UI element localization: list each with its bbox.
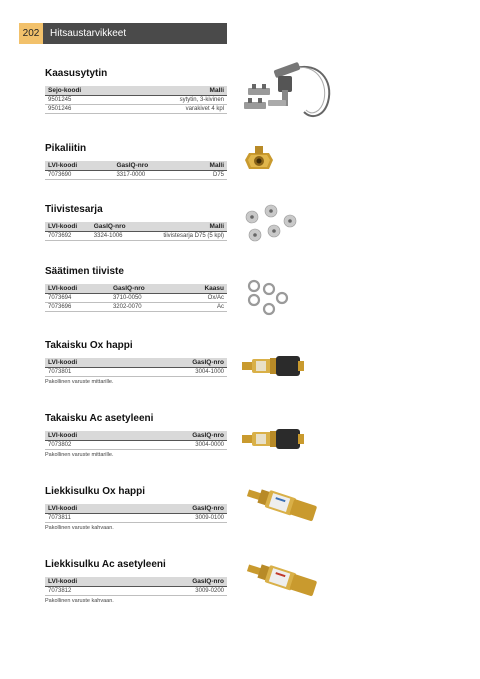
section-title: Liekkisulku Ox happi — [45, 486, 146, 497]
gas-lighter-image — [238, 58, 336, 126]
product-table — [45, 504, 227, 523]
col-header — [126, 358, 140, 368]
flashback-arrestor-ac-image — [244, 560, 324, 600]
col-header: LVI-koodi — [45, 504, 126, 514]
col-header: GasIQ-nro — [91, 222, 140, 232]
col-header: LVI-koodi — [45, 284, 110, 294]
cell-gasiq: 3004-1000 — [140, 368, 227, 377]
section-takaisku-ac — [45, 412, 227, 458]
table-row — [45, 587, 227, 596]
cell-gasiq — [120, 105, 131, 114]
section-title: Takaisku Ac asetyleeni — [45, 413, 154, 424]
col-header — [126, 577, 140, 587]
section-title: Pikaliitin — [45, 143, 87, 154]
check-valve-ox-image — [240, 350, 306, 382]
table-row — [45, 441, 227, 450]
section-note: Pakollinen varuste mittarille. — [45, 379, 114, 385]
col-header: LVI-koodi — [45, 577, 126, 587]
section-title: Kaasusytytin — [45, 68, 108, 79]
cell-gasiq: 3317-0000 — [113, 171, 187, 180]
cell-gas: Ac — [180, 303, 227, 312]
section-saatimen-tiiviste — [45, 265, 227, 312]
cell-empty — [126, 587, 140, 596]
section-title: Säätimen tiiviste — [45, 266, 124, 277]
table-row — [45, 96, 227, 105]
table-row — [45, 171, 227, 180]
product-table — [45, 161, 227, 180]
col-header: Kaasu — [180, 284, 227, 294]
cell-code: 7073812 — [45, 587, 126, 596]
product-table — [45, 284, 227, 312]
col-header: LVI-koodi — [45, 358, 126, 368]
cell-gasiq: 3324-1006 — [91, 232, 140, 241]
section-note: Pakollinen varuste kahvaan. — [45, 598, 114, 604]
section-title: Tiivistesarja — [45, 204, 103, 215]
col-header: Sejo-koodi — [45, 86, 120, 96]
section-title: Liekkisulku Ac asetyleeni — [45, 559, 166, 570]
col-header — [126, 504, 140, 514]
page-number: 202 — [19, 23, 43, 44]
col-header: GasIQ-nro — [140, 358, 227, 368]
cell-gasiq: 3009-0200 — [140, 587, 227, 596]
section-pikaliitin — [45, 142, 227, 180]
cell-gas: Ox/Ac — [180, 294, 227, 303]
col-header: GasIQ-nro — [140, 504, 227, 514]
col-header: Malli — [187, 161, 227, 171]
cell-code: 9501245 — [45, 96, 120, 105]
cell-code: 7073802 — [45, 441, 126, 450]
cell-model: D75 — [187, 171, 227, 180]
col-header: GasIQ-nro — [140, 431, 227, 441]
cell-gasiq: 3710-0050 — [110, 294, 180, 303]
section-note: Pakollinen varuste kahvaan. — [45, 525, 114, 531]
cell-code: 9501246 — [45, 105, 120, 114]
section-kaasusytytin — [45, 67, 227, 114]
table-row — [45, 105, 227, 114]
cell-gasiq: 3202-0070 — [110, 303, 180, 312]
product-table — [45, 577, 227, 596]
quick-coupling-image — [244, 143, 274, 177]
cell-model: varakivet 4 kpl — [131, 105, 227, 114]
cell-code: 7073690 — [45, 171, 113, 180]
cell-empty — [126, 368, 140, 377]
product-table — [45, 86, 227, 114]
col-header — [126, 431, 140, 441]
page-header — [19, 23, 227, 44]
col-header: GasIQ-nro — [110, 284, 180, 294]
section-note: Pakollinen varuste mittarille. — [45, 452, 114, 458]
cell-empty — [126, 514, 140, 523]
cell-model: tiivistesarja D75 (5 kpl) — [140, 232, 227, 241]
col-header: Malli — [140, 222, 227, 232]
check-valve-ac-image — [240, 423, 306, 455]
cell-gasiq: 3004-0000 — [140, 441, 227, 450]
section-title: Takaisku Ox happi — [45, 340, 133, 351]
table-row — [45, 368, 227, 377]
product-table — [45, 431, 227, 450]
cell-gasiq: 3009-0100 — [140, 514, 227, 523]
col-header — [120, 86, 131, 96]
col-header: Malli — [131, 86, 227, 96]
col-header: GasIQ-nro — [113, 161, 187, 171]
table-row — [45, 294, 227, 303]
col-header: LVI-koodi — [45, 161, 113, 171]
cell-gasiq — [120, 96, 131, 105]
cell-model: sytytin, 3-kivinen — [131, 96, 227, 105]
cell-code: 7073811 — [45, 514, 126, 523]
cell-code: 7073696 — [45, 303, 110, 312]
cell-code: 7073801 — [45, 368, 126, 377]
section-liekkisulku-ac — [45, 558, 227, 604]
table-row — [45, 232, 227, 241]
col-header: LVI-koodi — [45, 222, 91, 232]
section-tiivistesarja — [45, 203, 227, 241]
product-table — [45, 222, 227, 241]
regulator-seal-image — [244, 279, 292, 317]
seal-set-image — [243, 203, 301, 243]
cell-code: 7073692 — [45, 232, 91, 241]
table-row — [45, 303, 227, 312]
section-liekkisulku-ox — [45, 485, 227, 531]
table-row — [45, 514, 227, 523]
cell-empty — [126, 441, 140, 450]
section-takaisku-ox — [45, 339, 227, 385]
col-header: LVI-koodi — [45, 431, 126, 441]
flashback-arrestor-ox-image — [244, 485, 324, 525]
chapter-title: Hitsaustarvikkeet — [43, 23, 227, 44]
cell-code: 7073694 — [45, 294, 110, 303]
product-table — [45, 358, 227, 377]
col-header: GasIQ-nro — [140, 577, 227, 587]
